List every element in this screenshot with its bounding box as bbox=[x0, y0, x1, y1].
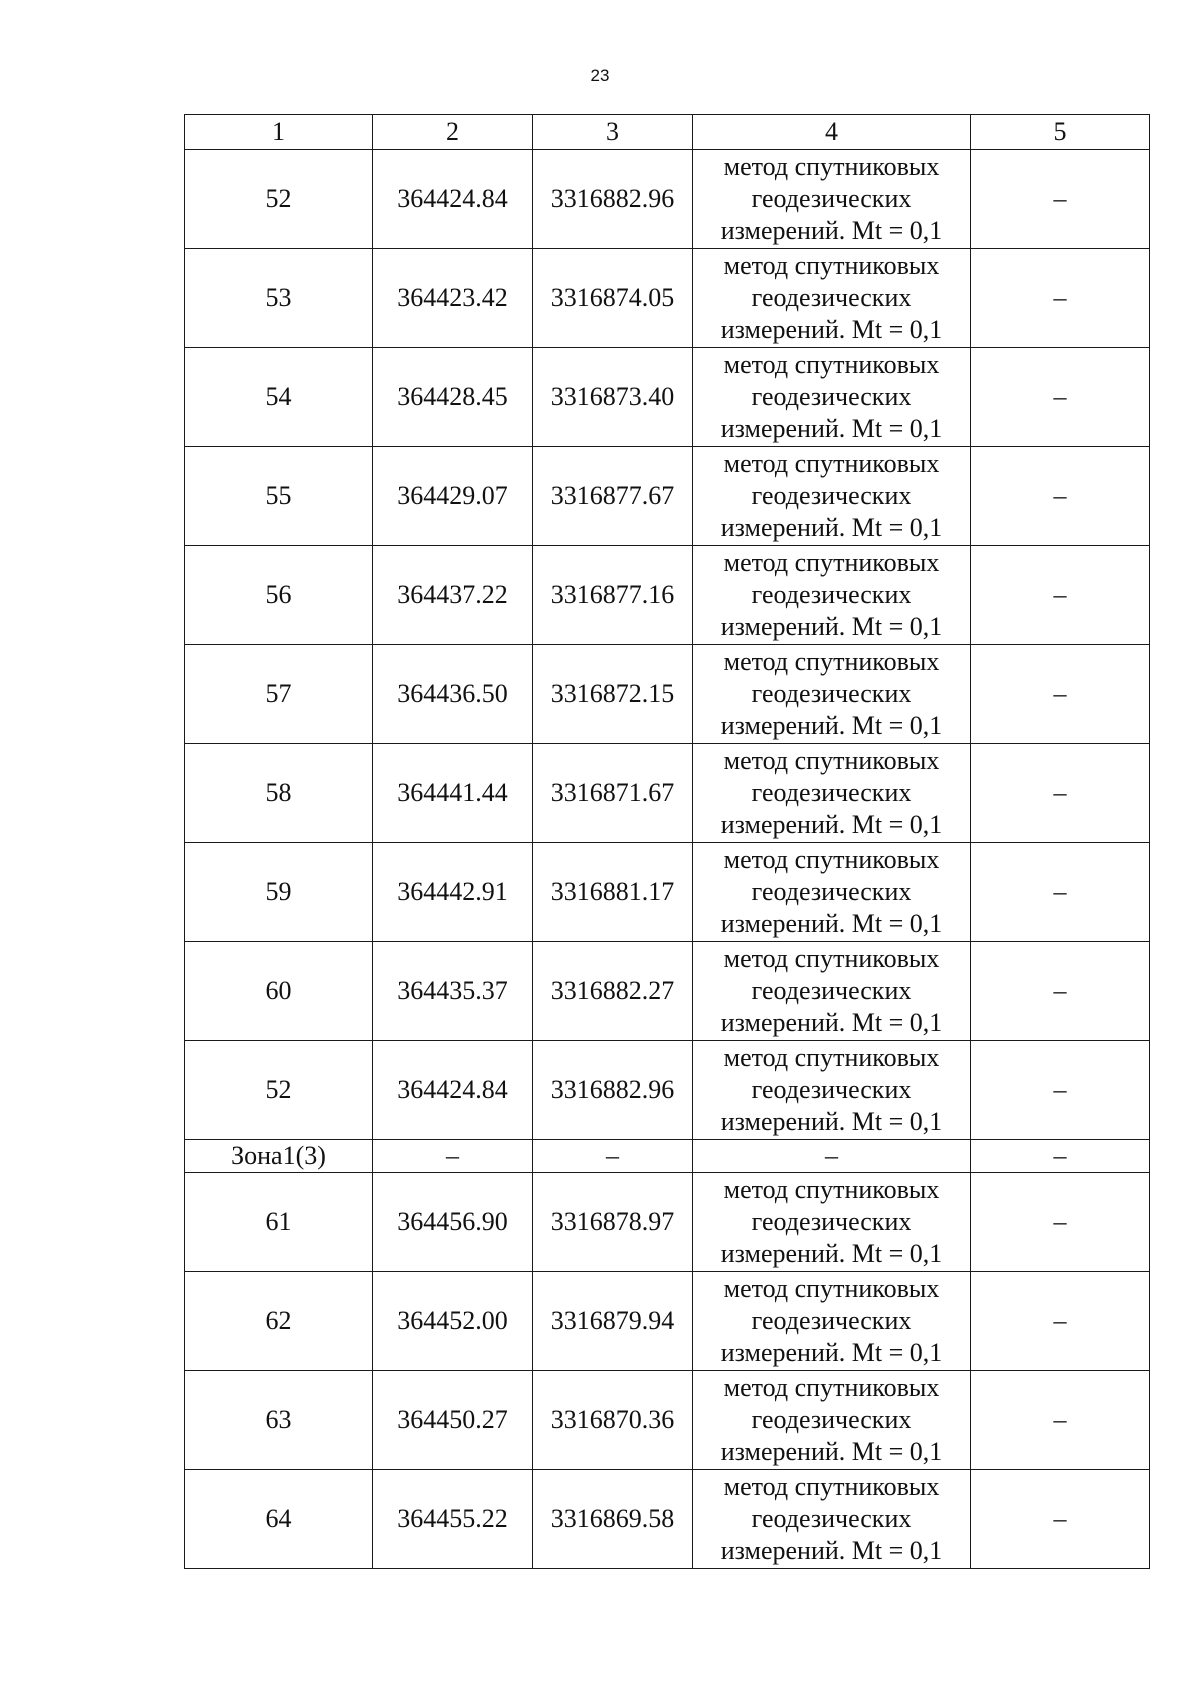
x-coordinate-cell: 364423.42 bbox=[373, 249, 533, 348]
method-line: измерений. Mt = 0,1 bbox=[720, 1338, 943, 1367]
method-line: геодезических bbox=[751, 1207, 912, 1236]
method-line: геодезических bbox=[751, 580, 912, 609]
method-line: геодезических bbox=[751, 679, 912, 708]
column-header: 4 bbox=[693, 115, 971, 150]
zone-dash-cell: – bbox=[373, 1140, 533, 1173]
method-line: измерений. Mt = 0,1 bbox=[720, 1008, 943, 1037]
method-line: геодезических bbox=[751, 877, 912, 906]
table-row bbox=[185, 744, 1150, 843]
method-line: метод спутниковых bbox=[723, 1274, 940, 1303]
note-cell: – bbox=[971, 744, 1150, 843]
method-line: геодезических bbox=[751, 1306, 912, 1335]
method-cell bbox=[693, 249, 971, 348]
coordinates-table bbox=[184, 114, 1150, 1569]
column-header: 1 bbox=[185, 115, 373, 150]
table-row bbox=[185, 1173, 1150, 1272]
method-line: геодезических bbox=[751, 1075, 912, 1104]
point-number-cell: 55 bbox=[185, 447, 373, 546]
method-cell bbox=[693, 1371, 971, 1470]
method-line: измерений. Mt = 0,1 bbox=[720, 513, 943, 542]
table-row bbox=[185, 1371, 1150, 1470]
method-line: измерений. Mt = 0,1 bbox=[720, 711, 943, 740]
zone-dash-cell: – bbox=[971, 1140, 1150, 1173]
method-cell bbox=[693, 942, 971, 1041]
method-line: метод спутниковых bbox=[723, 449, 940, 478]
method-line: метод спутниковых bbox=[723, 350, 940, 379]
method-line: метод спутниковых bbox=[723, 548, 940, 577]
note-cell: – bbox=[971, 150, 1150, 249]
x-coordinate-cell: 364424.84 bbox=[373, 150, 533, 249]
y-coordinate-cell: 3316874.05 bbox=[533, 249, 693, 348]
point-number-cell: 63 bbox=[185, 1371, 373, 1470]
coordinates-table-container bbox=[184, 114, 1149, 1569]
x-coordinate-cell: 364452.00 bbox=[373, 1272, 533, 1371]
method-line: геодезических bbox=[751, 1504, 912, 1533]
table-row bbox=[185, 546, 1150, 645]
note-cell: – bbox=[971, 249, 1150, 348]
column-header: 2 bbox=[373, 115, 533, 150]
table-row bbox=[185, 1272, 1150, 1371]
y-coordinate-cell: 3316869.58 bbox=[533, 1470, 693, 1569]
method-cell bbox=[693, 1173, 971, 1272]
y-coordinate-cell: 3316878.97 bbox=[533, 1173, 693, 1272]
method-cell bbox=[693, 150, 971, 249]
method-line: измерений. Mt = 0,1 bbox=[720, 315, 943, 344]
table-row bbox=[185, 645, 1150, 744]
x-coordinate-cell: 364455.22 bbox=[373, 1470, 533, 1569]
point-number-cell: 53 bbox=[185, 249, 373, 348]
point-number-cell: 60 bbox=[185, 942, 373, 1041]
method-line: метод спутниковых bbox=[723, 1043, 940, 1072]
note-cell: – bbox=[971, 447, 1150, 546]
method-line: метод спутниковых bbox=[723, 1175, 940, 1204]
column-header: 5 bbox=[971, 115, 1150, 150]
method-line: геодезических bbox=[751, 976, 912, 1005]
method-cell bbox=[693, 447, 971, 546]
x-coordinate-cell: 364441.44 bbox=[373, 744, 533, 843]
point-number-cell: 52 bbox=[185, 150, 373, 249]
method-line: геодезических bbox=[751, 778, 912, 807]
method-cell bbox=[693, 645, 971, 744]
note-cell: – bbox=[971, 645, 1150, 744]
y-coordinate-cell: 3316882.96 bbox=[533, 1041, 693, 1140]
method-line: метод спутниковых bbox=[723, 647, 940, 676]
point-number-cell: 54 bbox=[185, 348, 373, 447]
point-number-cell: 64 bbox=[185, 1470, 373, 1569]
method-line: измерений. Mt = 0,1 bbox=[720, 612, 943, 641]
method-line: измерений. Mt = 0,1 bbox=[720, 909, 943, 938]
y-coordinate-cell: 3316879.94 bbox=[533, 1272, 693, 1371]
method-cell bbox=[693, 744, 971, 843]
column-header: 3 bbox=[533, 115, 693, 150]
method-cell bbox=[693, 1470, 971, 1569]
zone-dash-cell: – bbox=[533, 1140, 693, 1173]
point-number-cell: 61 bbox=[185, 1173, 373, 1272]
page-number: 23 bbox=[590, 66, 610, 85]
note-cell: – bbox=[971, 1371, 1150, 1470]
y-coordinate-cell: 3316881.17 bbox=[533, 843, 693, 942]
zone-row bbox=[185, 1140, 1150, 1173]
method-line: метод спутниковых bbox=[723, 1373, 940, 1402]
table-row bbox=[185, 447, 1150, 546]
y-coordinate-cell: 3316873.40 bbox=[533, 348, 693, 447]
method-line: метод спутниковых bbox=[723, 944, 940, 973]
method-line: измерений. Mt = 0,1 bbox=[720, 1536, 943, 1565]
method-line: геодезических bbox=[751, 481, 912, 510]
method-line: метод спутниковых bbox=[723, 746, 940, 775]
table-row bbox=[185, 150, 1150, 249]
method-line: геодезических bbox=[751, 283, 912, 312]
note-cell: – bbox=[971, 546, 1150, 645]
x-coordinate-cell: 364436.50 bbox=[373, 645, 533, 744]
method-line: измерений. Mt = 0,1 bbox=[720, 1107, 943, 1136]
method-line: измерений. Mt = 0,1 bbox=[720, 1437, 943, 1466]
point-number-cell: 58 bbox=[185, 744, 373, 843]
method-line: измерений. Mt = 0,1 bbox=[720, 810, 943, 839]
note-cell: – bbox=[971, 348, 1150, 447]
point-number-cell: 57 bbox=[185, 645, 373, 744]
note-cell: – bbox=[971, 1041, 1150, 1140]
method-line: измерений. Mt = 0,1 bbox=[720, 216, 943, 245]
x-coordinate-cell: 364442.91 bbox=[373, 843, 533, 942]
method-line: метод спутниковых bbox=[723, 152, 940, 181]
point-number-cell: 56 bbox=[185, 546, 373, 645]
method-line: геодезических bbox=[751, 184, 912, 213]
method-line: метод спутниковых bbox=[723, 251, 940, 280]
table-row bbox=[185, 348, 1150, 447]
note-cell: – bbox=[971, 1272, 1150, 1371]
note-cell: – bbox=[971, 942, 1150, 1041]
x-coordinate-cell: 364428.45 bbox=[373, 348, 533, 447]
table-row bbox=[185, 942, 1150, 1041]
table-header-row bbox=[185, 115, 1150, 150]
point-number-cell: 59 bbox=[185, 843, 373, 942]
method-line: геодезических bbox=[751, 382, 912, 411]
x-coordinate-cell: 364450.27 bbox=[373, 1371, 533, 1470]
method-line: измерений. Mt = 0,1 bbox=[720, 414, 943, 443]
method-cell bbox=[693, 1041, 971, 1140]
table-row bbox=[185, 1470, 1150, 1569]
x-coordinate-cell: 364456.90 bbox=[373, 1173, 533, 1272]
zone-label-cell: Зона1(3) bbox=[185, 1140, 373, 1173]
method-line: метод спутниковых bbox=[723, 1472, 940, 1501]
method-cell bbox=[693, 348, 971, 447]
point-number-cell: 52 bbox=[185, 1041, 373, 1140]
note-cell: – bbox=[971, 1470, 1150, 1569]
y-coordinate-cell: 3316870.36 bbox=[533, 1371, 693, 1470]
zone-dash-cell: – bbox=[693, 1140, 971, 1173]
y-coordinate-cell: 3316877.67 bbox=[533, 447, 693, 546]
method-cell bbox=[693, 546, 971, 645]
table-body bbox=[185, 115, 1150, 1569]
x-coordinate-cell: 364429.07 bbox=[373, 447, 533, 546]
point-number-cell: 62 bbox=[185, 1272, 373, 1371]
table-row bbox=[185, 1041, 1150, 1140]
y-coordinate-cell: 3316882.27 bbox=[533, 942, 693, 1041]
x-coordinate-cell: 364437.22 bbox=[373, 546, 533, 645]
method-cell bbox=[693, 1272, 971, 1371]
x-coordinate-cell: 364435.37 bbox=[373, 942, 533, 1041]
y-coordinate-cell: 3316877.16 bbox=[533, 546, 693, 645]
table-row bbox=[185, 843, 1150, 942]
note-cell: – bbox=[971, 1173, 1150, 1272]
note-cell: – bbox=[971, 843, 1150, 942]
y-coordinate-cell: 3316871.67 bbox=[533, 744, 693, 843]
method-line: метод спутниковых bbox=[723, 845, 940, 874]
y-coordinate-cell: 3316872.15 bbox=[533, 645, 693, 744]
table-row bbox=[185, 249, 1150, 348]
y-coordinate-cell: 3316882.96 bbox=[533, 150, 693, 249]
x-coordinate-cell: 364424.84 bbox=[373, 1041, 533, 1140]
method-cell bbox=[693, 843, 971, 942]
method-line: геодезических bbox=[751, 1405, 912, 1434]
method-line: измерений. Mt = 0,1 bbox=[720, 1239, 943, 1268]
